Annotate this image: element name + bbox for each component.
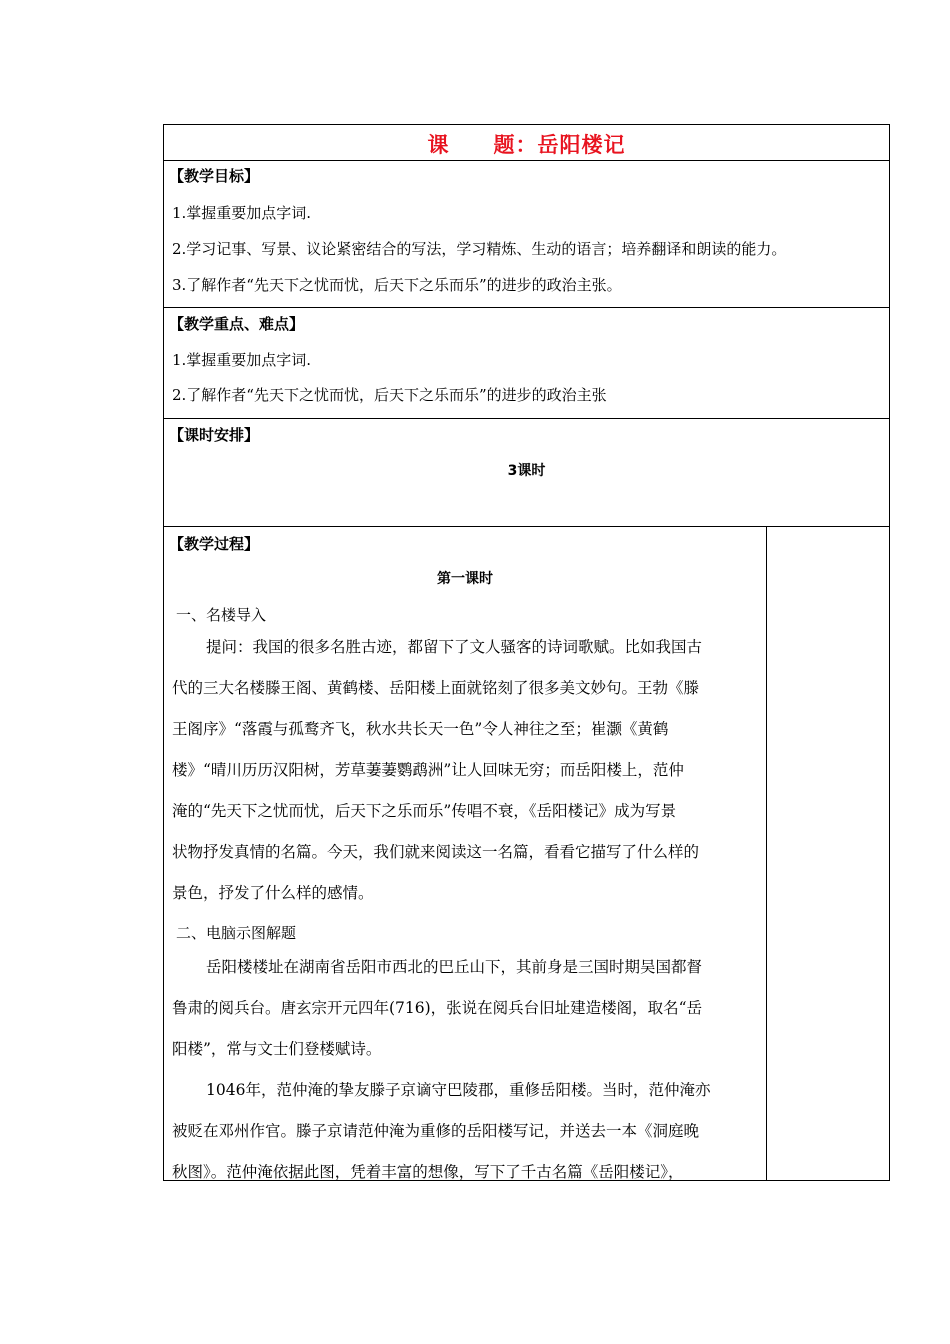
paragraph-line: 楼》“晴川历历汉阳树，芳草萋萋鹦鹉洲”让人回味无穷；而岳阳楼上，范仲 <box>172 761 684 779</box>
schedule-heading: 【课时安排】 <box>169 426 260 444</box>
paragraph-line: 秋图》。范仲淹依据此图，凭着丰富的想像，写下了千古名篇《岳阳楼记》， <box>172 1163 684 1181</box>
paragraph-line: 被贬在邓州作官。滕子京请范仲淹为重修的岳阳楼写记，并送去一本《洞庭晚 <box>172 1122 700 1140</box>
lesson-period-title: 第一课时 <box>437 571 493 587</box>
section-heading: 一、名楼导入 <box>176 606 267 624</box>
paragraph-line: 阳楼”，常与文士们登楼赋诗。 <box>172 1040 382 1058</box>
table-divider <box>164 526 889 527</box>
paragraph-line: 王阁序》“落霞与孤鹜齐飞，秋水共长天一色”令人神往之至；崔灏《黄鹤 <box>172 720 669 738</box>
paragraph-line: 景色，抒发了什么样的感情。 <box>172 884 374 902</box>
objective-item: 2.学习记事、写景、议论紧密结合的写法，学习精炼、生动的语言；培养翻译和朗读的能力。 <box>172 240 787 258</box>
paragraph-line: 1046年，范仲淹的挚友滕子京谪守巴陵郡，重修岳阳楼。当时，范仲淹亦 <box>206 1081 711 1099</box>
paragraph-line: 淹的“先天下之忧而忧，后天下之乐而乐”传唱不衰，《岳阳楼记》成为写景 <box>172 802 677 820</box>
intro-paragraph <box>172 627 758 914</box>
table-divider <box>164 418 889 419</box>
lesson-plan-table <box>163 124 890 1181</box>
focus-heading: 【教学重点、难点】 <box>169 315 305 333</box>
lesson-title: 课 题：岳阳楼记 <box>427 133 626 157</box>
paragraph-line: 岳阳楼楼址在湖南省岳阳市西北的巴丘山下，其前身是三国时期吴国都督 <box>206 958 703 976</box>
paragraph-line: 状物抒发真情的名篇。今天，我们就来阅读这一名篇，看看它描写了什么样的 <box>172 843 700 861</box>
objective-item: 1.掌握重要加点字词. <box>172 204 312 222</box>
table-divider <box>164 160 889 161</box>
table-column-divider <box>766 526 767 1180</box>
paragraph-line: 鲁肃的阅兵台。唐玄宗开元四年(716)，张说在阅兵台旧址建造楼阁，取名“岳 <box>172 999 703 1017</box>
objective-item: 3.了解作者“先天下之忧而忧，后天下之乐而乐”的进步的政治主张。 <box>172 276 622 294</box>
section-heading: 二、电脑示图解题 <box>176 924 297 942</box>
objectives-heading: 【教学目标】 <box>169 167 260 185</box>
history-paragraph <box>172 1070 758 1193</box>
table-divider <box>164 307 889 308</box>
paragraph-line: 提问：我国的很多名胜古迹，都留下了文人骚客的诗词歌赋。比如我国古 <box>206 638 703 656</box>
paragraph-line: 代的三大名楼滕王阁、黄鹤楼、岳阳楼上面就铭刻了很多美文妙句。王勃《滕 <box>172 679 700 697</box>
schedule-value: 3课时 <box>507 463 546 479</box>
focus-item: 2.了解作者“先天下之忧而忧，后天下之乐而乐”的进步的政治主张 <box>172 386 607 404</box>
focus-item: 1.掌握重要加点字词. <box>172 351 312 369</box>
process-heading: 【教学过程】 <box>169 535 260 553</box>
background-paragraph <box>172 947 758 1070</box>
